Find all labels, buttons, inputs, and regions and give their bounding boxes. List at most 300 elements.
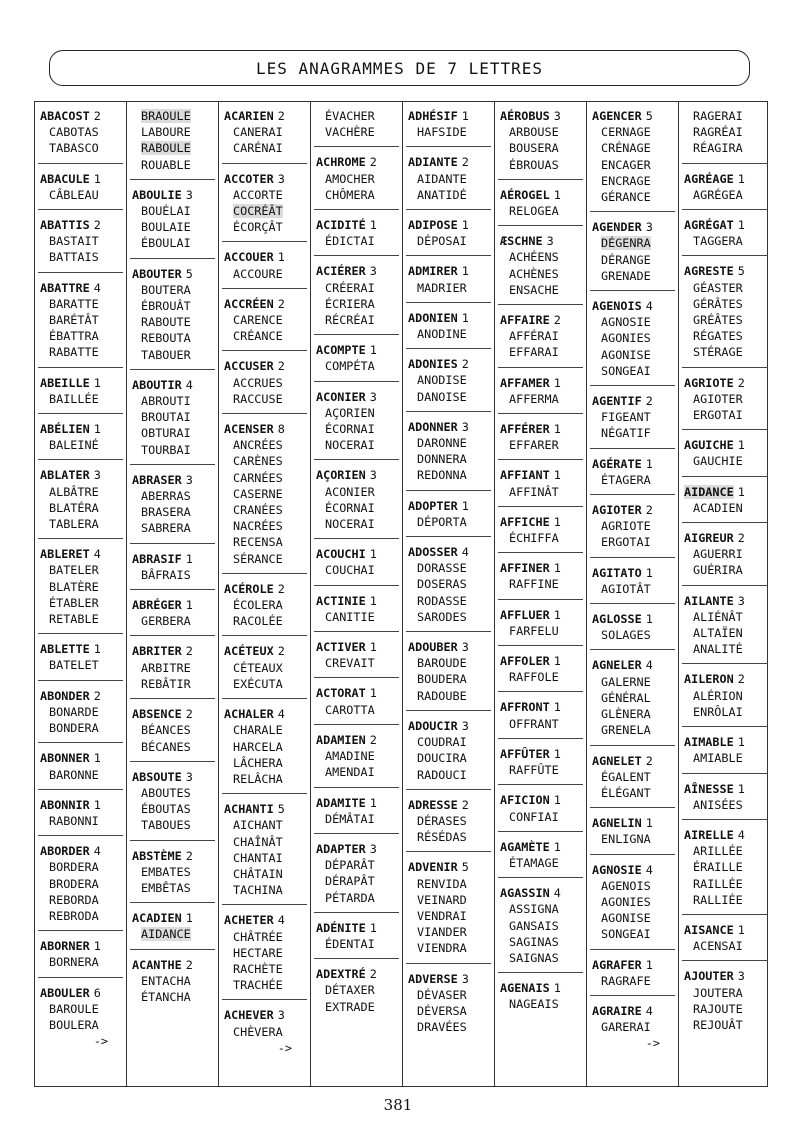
- anagram-word: CARENCE: [233, 313, 283, 328]
- anagram-entry: [311, 920, 402, 952]
- entry-divider: [590, 603, 675, 604]
- anagram-word: GRENADE: [601, 268, 651, 283]
- head-word: ABOULIE: [132, 187, 182, 202]
- anagram-entry: [35, 985, 126, 1050]
- head-word: ABRASER: [132, 472, 182, 487]
- anagram-word: SAGINAS: [509, 934, 559, 949]
- anagram-entry: [495, 839, 586, 871]
- anagram-entry: [495, 187, 586, 219]
- anagram-word: AGONIES: [601, 894, 651, 909]
- anagram-entry: [495, 607, 586, 639]
- head-word: ADOPTER: [408, 498, 458, 513]
- entry-head: [132, 769, 214, 785]
- anagram-word: AIDANTE: [417, 171, 467, 186]
- anagram-entry: [311, 342, 402, 374]
- anagram-count: 1: [553, 561, 561, 576]
- head-word: ADVERSE: [408, 971, 458, 986]
- entry-head: [40, 171, 122, 187]
- anagram-entry: [495, 514, 586, 546]
- anagram-word: VENDRAI: [417, 908, 467, 923]
- anagram-word: ANATIDÉ: [417, 187, 467, 202]
- anagram-grid: [34, 101, 768, 1087]
- head-word: ADONIES: [408, 357, 458, 372]
- anagram-word: RABATTE: [49, 345, 99, 360]
- anagram-word: DOUCIRA: [417, 751, 467, 766]
- anagram-entry: [35, 375, 126, 407]
- anagram-count: 4: [737, 827, 745, 842]
- anagram-word: ACHÉENS: [509, 250, 559, 265]
- anagram-count: 2: [185, 957, 193, 972]
- anagram-count: 4: [93, 844, 101, 859]
- head-word: ABRASIF: [132, 551, 182, 566]
- anagram-word: HAFSIDE: [417, 125, 467, 140]
- anagram-entry: [127, 187, 218, 252]
- anagram-word: GUÉRIRA: [693, 563, 743, 578]
- entry-head: [684, 671, 767, 687]
- head-word: ACIDITÉ: [316, 218, 366, 233]
- anagram-word: BOUSERA: [509, 141, 559, 156]
- anagram-entry: [587, 108, 678, 205]
- anagram-word: OFFRANT: [509, 716, 559, 731]
- head-word: AGRAFER: [592, 957, 642, 972]
- anagram-entry: [587, 862, 678, 943]
- head-word: AFFRONT: [500, 700, 550, 715]
- anagram-word: FARFELU: [509, 623, 559, 638]
- anagram-entry: [587, 657, 678, 738]
- anagram-entry: [587, 298, 678, 379]
- head-word: ABOULER: [40, 985, 90, 1000]
- entry-head: [500, 233, 582, 249]
- anagram-count: 5: [277, 802, 285, 817]
- entry-divider: [130, 902, 215, 903]
- anagram-word: ÉCOLERA: [233, 598, 283, 613]
- entry-divider: [406, 209, 491, 210]
- entry-head: [592, 456, 674, 472]
- anagram-word: BATELET: [49, 658, 99, 673]
- anagram-entry: [495, 792, 586, 824]
- anagram-word: TABOUER: [141, 347, 191, 362]
- anagram-count: 3: [277, 171, 285, 186]
- anagram-entry: [219, 643, 310, 692]
- anagram-word: AFFINÂT: [509, 484, 559, 499]
- entry-divider: [130, 949, 215, 950]
- entry-divider: [590, 995, 675, 996]
- entry-divider: [498, 599, 583, 600]
- entry-head: [592, 298, 674, 314]
- anagram-word: CHÔMERA: [325, 187, 375, 202]
- head-word: ADIPOSE: [408, 218, 458, 233]
- entry-divider: [682, 773, 768, 774]
- entry-divider: [314, 912, 399, 913]
- entry-head: [224, 706, 306, 722]
- entry-head: [500, 653, 582, 669]
- anagram-count: 3: [546, 234, 554, 249]
- head-word: ADOUCIR: [408, 718, 458, 733]
- entry-head: [592, 565, 674, 581]
- entry-head: [592, 862, 674, 878]
- anagram-word: REBRODA: [49, 908, 99, 923]
- entry-head: [500, 980, 582, 996]
- entry-divider: [406, 963, 491, 964]
- anagram-count: 1: [369, 593, 377, 608]
- entry-divider: [498, 738, 583, 739]
- anagram-word: GÉASTER: [693, 280, 743, 295]
- entry-divider: [314, 538, 399, 539]
- anagram-word: DÉVASER: [417, 987, 467, 1002]
- anagram-word: MADRIER: [417, 280, 467, 295]
- anagram-count: 2: [461, 357, 469, 372]
- entry-divider: [498, 225, 583, 226]
- entry-head: [40, 750, 122, 766]
- head-word: ACANTHE: [132, 957, 182, 972]
- entry-head: [132, 706, 214, 722]
- entry-head: [316, 593, 398, 609]
- anagram-count: 1: [553, 746, 561, 761]
- entry-divider: [130, 761, 215, 762]
- entry-head: [592, 219, 674, 235]
- anagram-entry: [495, 746, 586, 778]
- entry-head: [408, 356, 490, 372]
- continuation-arrow: ->: [93, 1034, 108, 1049]
- page-number: 381: [383, 1096, 413, 1114]
- anagram-count: 1: [553, 514, 561, 529]
- anagram-entry: [219, 421, 310, 567]
- anagram-entry: [35, 938, 126, 970]
- head-word: ABSENCE: [132, 707, 182, 722]
- anagram-entry: [219, 358, 310, 407]
- anagram-count: 4: [93, 547, 101, 562]
- entry-head: [500, 607, 582, 623]
- entry-head: [132, 377, 214, 393]
- head-word: ACHROME: [316, 155, 366, 170]
- entry-divider: [130, 369, 215, 370]
- anagram-word: AGUERRI: [693, 547, 743, 562]
- entry-divider: [498, 831, 583, 832]
- head-word: ADVENIR: [408, 860, 458, 875]
- entry-head: [684, 437, 767, 453]
- anagram-entry: [679, 968, 771, 1033]
- anagram-word: CARÈNES: [233, 454, 283, 469]
- head-word: ABOUTER: [132, 266, 182, 281]
- anagram-entry: [311, 108, 402, 140]
- head-word: ABACULE: [40, 171, 90, 186]
- anagram-entry: [35, 171, 126, 203]
- anagram-count: 2: [645, 503, 653, 518]
- anagram-word: ÉLÉGANT: [601, 785, 651, 800]
- head-word: AIMABLE: [684, 735, 734, 750]
- anagram-count: 1: [93, 939, 101, 954]
- entry-divider: [314, 833, 399, 834]
- anagram-word: RETABLE: [49, 612, 99, 627]
- entry-divider: [314, 631, 399, 632]
- head-word: AFFAIRE: [500, 313, 550, 328]
- anagram-word: BATTAIS: [49, 250, 99, 265]
- entry-divider: [38, 835, 123, 836]
- entry-head: [132, 910, 214, 926]
- entry-divider: [498, 304, 583, 305]
- anagram-word: AMIABLE: [693, 751, 743, 766]
- anagram-entry: [127, 472, 218, 537]
- head-word: ADOUBER: [408, 640, 458, 655]
- anagram-entry: [403, 797, 494, 846]
- anagram-entry: [127, 769, 218, 834]
- anagram-count: 1: [553, 839, 561, 854]
- anagram-word: VIENDRA: [417, 941, 467, 956]
- anagram-word: ERGOTAI: [601, 535, 651, 550]
- entry-divider: [314, 724, 399, 725]
- entry-head: [316, 389, 398, 405]
- anagram-word: RAILLÉE: [693, 876, 743, 891]
- anagram-count: 1: [645, 456, 653, 471]
- anagram-entry: [311, 154, 402, 203]
- anagram-entry: [679, 108, 771, 157]
- head-word: ACCRÉEN: [224, 296, 274, 311]
- head-word: ACHEVER: [224, 1008, 274, 1023]
- entry-head: [40, 108, 122, 124]
- anagram-word: REBÂTIR: [141, 676, 191, 691]
- anagram-word: LABOURE: [141, 125, 191, 140]
- anagram-word: DÉRASES: [417, 813, 467, 828]
- anagram-word: DONNERA: [417, 452, 467, 467]
- anagram-word: BRODERA: [49, 876, 99, 891]
- head-word: ABONNER: [40, 751, 90, 766]
- entry-divider: [406, 536, 491, 537]
- entry-divider: [314, 585, 399, 586]
- entry-divider: [130, 589, 215, 590]
- entry-head: [408, 217, 490, 233]
- anagram-word: DÉRANGE: [601, 252, 651, 267]
- anagram-entry: [495, 980, 586, 1012]
- entry-head: [592, 815, 674, 831]
- entry-head: [224, 171, 306, 187]
- anagram-count: 5: [737, 264, 745, 279]
- anagram-entry: [679, 375, 771, 424]
- anagram-entry: [679, 781, 771, 813]
- anagram-word: GRENELA: [601, 723, 651, 738]
- anagram-entry: [587, 611, 678, 643]
- entry-head: [40, 546, 122, 562]
- entry-divider: [130, 698, 215, 699]
- anagram-word: CHÂTRÉE: [233, 929, 283, 944]
- entry-head: [316, 795, 398, 811]
- anagram-word: CHÈVERA: [233, 1024, 283, 1039]
- anagram-word: ABERRAS: [141, 489, 191, 504]
- entry-divider: [682, 255, 768, 256]
- head-word: AGNELET: [592, 753, 642, 768]
- head-word: AÉROBUS: [500, 109, 550, 123]
- anagram-word: CÉTEAUX: [233, 660, 283, 675]
- anagram-word: DÉGENRA: [601, 236, 651, 251]
- anagram-word: ASSIGNA: [509, 902, 559, 917]
- entry-head: [224, 912, 306, 928]
- anagram-word: BÂFRAIS: [141, 567, 191, 582]
- anagram-count: 1: [369, 795, 377, 810]
- anagram-count: 5: [645, 109, 653, 123]
- anagram-word: CRANÉES: [233, 503, 283, 518]
- anagram-entry: [35, 843, 126, 924]
- head-word: AÉROGEL: [500, 187, 550, 202]
- head-word: AFFINER: [500, 561, 550, 576]
- column-6: [495, 102, 587, 1086]
- entry-head: [316, 154, 398, 170]
- anagram-word: CRÉANCE: [233, 329, 283, 344]
- anagram-word: BAILLÉE: [49, 391, 99, 406]
- anagram-entry: [495, 699, 586, 731]
- anagram-word: ÉTAMAGE: [509, 855, 559, 870]
- entry-head: [500, 187, 582, 203]
- entry-head: [592, 1003, 674, 1019]
- anagram-count: 1: [461, 310, 469, 325]
- anagram-entry: [403, 356, 494, 405]
- anagram-count: 1: [645, 816, 653, 831]
- anagram-entry: [35, 797, 126, 829]
- entry-head: [684, 827, 767, 843]
- anagram-word: NAGEAIS: [509, 997, 559, 1012]
- anagram-count: 2: [185, 644, 193, 659]
- anagram-entry: [219, 1007, 310, 1056]
- entry-head: [316, 920, 398, 936]
- anagram-word: DORASSE: [417, 561, 467, 576]
- head-word: ABLETTE: [40, 642, 90, 657]
- entry-head: [224, 801, 306, 817]
- anagram-word: ACONIER: [325, 484, 375, 499]
- anagram-count: 1: [737, 171, 745, 186]
- entry-head: [500, 467, 582, 483]
- anagram-count: 1: [737, 922, 745, 937]
- entry-divider: [222, 288, 307, 289]
- anagram-word: RALLIÉE: [693, 892, 743, 907]
- anagram-word: ACCOURE: [233, 266, 283, 281]
- anagram-word: ENCAGER: [601, 157, 651, 172]
- entry-divider: [498, 413, 583, 414]
- entry-divider: [498, 691, 583, 692]
- head-word: ABRÉGER: [132, 598, 182, 613]
- anagram-entry: [35, 546, 126, 627]
- anagram-word: BARATTE: [49, 296, 99, 311]
- entry-divider: [498, 179, 583, 180]
- anagram-word: ÉCORNAI: [325, 422, 375, 437]
- entry-divider: [130, 464, 215, 465]
- entry-head: [40, 280, 122, 296]
- anagram-word: RABONNI: [49, 813, 99, 828]
- head-word: ABONDER: [40, 688, 90, 703]
- entry-head: [500, 514, 582, 530]
- anagram-entry: [127, 643, 218, 692]
- anagram-count: 1: [93, 642, 101, 657]
- entry-head: [40, 467, 122, 483]
- anagram-count: 1: [369, 920, 377, 935]
- anagram-count: 1: [645, 957, 653, 972]
- entry-head: [408, 498, 490, 514]
- anagram-count: 2: [277, 581, 285, 596]
- anagram-entry: [679, 484, 771, 516]
- entry-divider: [222, 904, 307, 905]
- entry-head: [684, 734, 767, 750]
- entry-head: [684, 375, 767, 391]
- anagram-word: GÉNÉRAL: [601, 690, 651, 705]
- anagram-word: ANCRÉES: [233, 438, 283, 453]
- anagram-word: ACHÈNES: [509, 266, 559, 281]
- anagram-word: RACCUSE: [233, 391, 283, 406]
- entry-head: [40, 797, 122, 813]
- entry-divider: [406, 146, 491, 147]
- anagram-word: CABOTAS: [49, 125, 99, 140]
- anagram-count: 1: [553, 700, 561, 715]
- anagram-entry: [679, 217, 771, 249]
- continuation-arrow: ->: [277, 1040, 292, 1055]
- entry-divider: [406, 789, 491, 790]
- entry-divider: [590, 557, 675, 558]
- column-8: [679, 102, 771, 1086]
- anagram-word: NOCERAI: [325, 517, 375, 532]
- anagram-word: CARNÉES: [233, 470, 283, 485]
- anagram-count: 1: [93, 751, 101, 766]
- anagram-entry: [127, 597, 218, 629]
- anagram-count: 1: [369, 218, 377, 233]
- head-word: ADAMIEN: [316, 732, 366, 747]
- anagram-count: 3: [737, 593, 745, 608]
- anagram-count: 5: [185, 266, 193, 281]
- entry-divider: [498, 877, 583, 878]
- entry-divider: [38, 272, 123, 273]
- anagram-word: BRASERA: [141, 505, 191, 520]
- anagram-entry: [403, 971, 494, 1036]
- anagram-word: GANSAIS: [509, 918, 559, 933]
- entry-head: [224, 643, 306, 659]
- anagram-word: BROUTAI: [141, 410, 191, 425]
- entry-head: [592, 393, 674, 409]
- anagram-count: 3: [645, 220, 653, 235]
- anagram-count: 4: [645, 299, 653, 314]
- head-word: ABÉLIEN: [40, 422, 90, 437]
- anagram-count: 3: [185, 472, 193, 487]
- anagram-word: ENRÔLAI: [693, 704, 743, 719]
- entry-divider: [38, 209, 123, 210]
- anagram-word: AMADINE: [325, 749, 375, 764]
- anagram-count: 1: [553, 654, 561, 669]
- entry-divider: [314, 787, 399, 788]
- anagram-entry: [311, 467, 402, 532]
- head-word: ACHETER: [224, 913, 274, 928]
- head-word: AGNELIN: [592, 816, 642, 831]
- entry-divider: [314, 209, 399, 210]
- anagram-entry: [403, 718, 494, 783]
- anagram-word: REDONNA: [417, 468, 467, 483]
- entry-divider: [38, 163, 123, 164]
- anagram-word: ROUABLE: [141, 157, 191, 172]
- entry-head: [408, 797, 490, 813]
- entry-divider: [682, 163, 768, 164]
- anagram-count: 4: [93, 280, 101, 295]
- entry-head: [316, 217, 398, 233]
- head-word: ADEXTRÉ: [316, 967, 366, 982]
- entry-divider: [406, 255, 491, 256]
- entry-divider: [682, 476, 768, 477]
- anagram-word: COCRÉÂT: [233, 204, 283, 219]
- head-word: AGASSIN: [500, 886, 550, 901]
- anagram-entry: [587, 1003, 678, 1052]
- anagram-word: CRÉERAI: [325, 280, 375, 295]
- entry-divider: [222, 999, 307, 1000]
- anagram-word: BAROUDE: [417, 656, 467, 671]
- entry-head: [316, 841, 398, 857]
- anagram-entry: [495, 233, 586, 298]
- anagram-count: 1: [553, 187, 561, 202]
- anagram-count: 1: [645, 612, 653, 627]
- head-word: AGRAIRE: [592, 1003, 642, 1018]
- anagram-word: BAROULE: [49, 1001, 99, 1016]
- anagram-entry: [679, 922, 771, 954]
